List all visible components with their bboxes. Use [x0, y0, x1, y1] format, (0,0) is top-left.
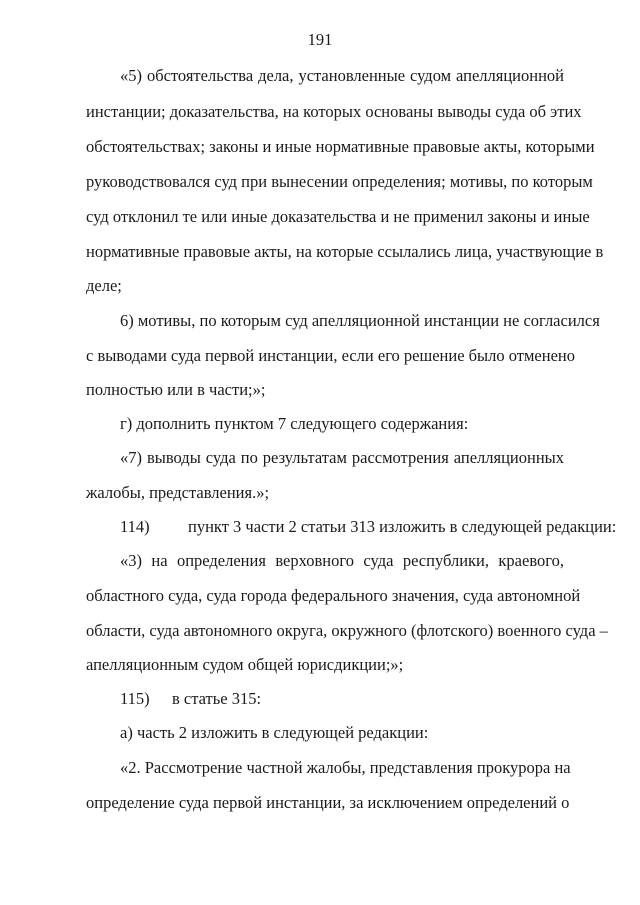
text-line: а) часть 2 изложить в следующей редакции: — [120, 723, 429, 742]
text-line: определение суда первой инстанции, за исключением определений о — [86, 793, 570, 812]
text-line: 6) мотивы, по которым суд апелляционной инстанции не согласился — [120, 311, 600, 330]
text-line: пункт 3 части 2 статьи 313 изложить в следующей редакции: — [188, 517, 617, 536]
text-line: апелляционным судом общей юрисдикции;»; — [86, 655, 404, 674]
text-line: областного суда, суда города федерального значения, суда автономной — [86, 586, 581, 605]
text-line: «7) выводы суда по результатам рассмотрения апелляционных — [120, 448, 564, 467]
text-line: нормативные правовые акты, на которые ссылались лица, участвующие в — [86, 242, 604, 261]
text-line: жалобы, представления.»; — [86, 483, 270, 502]
text-line: г) дополнить пунктом 7 следующего содержания: — [120, 414, 469, 433]
text-line: руководствовался суд при вынесении определения; мотивы, по которым — [86, 172, 593, 191]
text-line: инстанции; доказательства, на которых основаны выводы суда об этих — [86, 102, 582, 121]
text-line: области, суда автономного округа, окружного (флотского) военного суда – — [86, 621, 608, 640]
text-line: «5) обстоятельства дела, установленные судом апелляционной — [120, 66, 564, 85]
text-line: с выводами суда первой инстанции, если его решение было отменено — [86, 346, 575, 365]
text-line: полностью или в части;»; — [86, 380, 266, 399]
item-number: 114) — [120, 517, 150, 536]
text-line: суд отклонил те или иные доказательства и не применил законы и иные — [86, 207, 590, 226]
page-number: 191 — [307, 30, 333, 49]
text-line: обстоятельствах; законы и иные нормативные правовые акты, которыми — [86, 137, 595, 156]
text-line: «2. Рассмотрение частной жалобы, представления прокурора на — [120, 758, 571, 777]
item-number: 115) — [120, 689, 150, 708]
text-line: деле; — [86, 276, 122, 295]
text-line: в статье 315: — [172, 689, 262, 708]
text-line: «3) на определения верховного суда республики, краевого, — [120, 551, 564, 570]
